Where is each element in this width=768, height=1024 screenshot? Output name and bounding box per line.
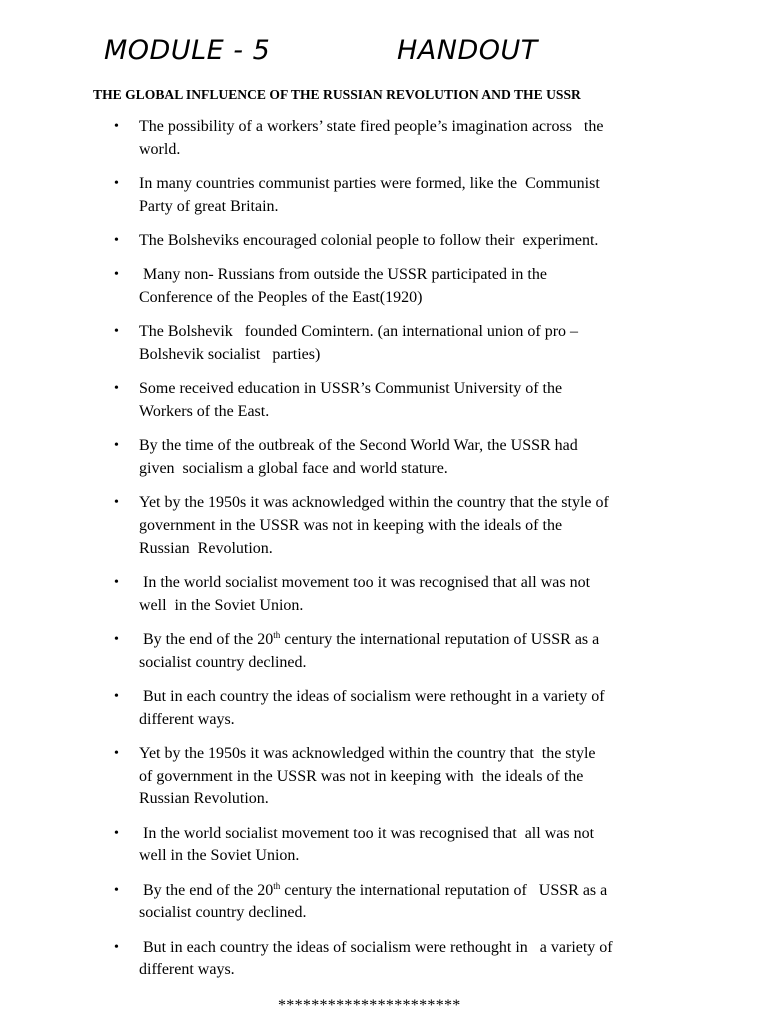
- bullet-line: Workers of the East.: [139, 403, 270, 420]
- bullet-line: socialist country declined.: [139, 904, 307, 922]
- bullet-dot-icon: •: [114, 381, 119, 397]
- bullet-dot-icon: •: [114, 825, 119, 841]
- ordinal-superscript: th: [273, 630, 281, 640]
- footer-asterisks: **********************: [278, 997, 461, 1014]
- bullet-text-post: century the international reputation of USSR as a: [280, 881, 608, 899]
- bullet-line: different ways.: [139, 961, 235, 979]
- bullet-item: [0, 629, 679, 674]
- bullet-line: In the world socialist movement too it was recognised that all was not: [139, 824, 595, 842]
- bullet-item: [0, 686, 679, 731]
- page-header: [104, 33, 664, 73]
- bullet-dot-icon: •: [114, 324, 119, 340]
- bullet-line: Party of great Britain.: [139, 197, 279, 215]
- bullet-line: Russian Revolution.: [139, 790, 269, 808]
- bullet-line: well in the Soviet Union.: [139, 847, 300, 865]
- bullet-text-pre: By the end of the 20: [139, 881, 274, 899]
- bullet-line: [139, 631, 599, 648]
- bullet-dot-icon: •: [114, 632, 119, 647]
- ordinal-superscript: th: [273, 880, 281, 891]
- bullet-dot-icon: •: [114, 233, 119, 248]
- bullet-line: The Bolshevik founded Comintern. (an international union of pro –: [139, 323, 579, 341]
- bullet-dot-icon: •: [114, 939, 119, 955]
- bullet-line: world.: [139, 140, 181, 158]
- bullet-line: well in the Soviet Union.: [139, 596, 304, 614]
- bullet-item: [0, 823, 679, 868]
- bullet-item: [0, 321, 679, 366]
- bullet-item: [0, 230, 679, 253]
- handout-title: HANDOUT: [397, 35, 538, 66]
- bullet-line: given socialism a global face and world stature.: [139, 460, 448, 477]
- document-subtitle: THE GLOBAL INFLUENCE OF THE RUSSIAN REVOLUTION AND THE USSR: [93, 87, 581, 102]
- bullet-line: But in each country the ideas of socialism were rethought in a variety of: [139, 688, 605, 705]
- bullet-dot-icon: •: [114, 176, 119, 191]
- bullet-line: Yet by the 1950s it was acknowledged within the country that the style of: [139, 494, 609, 512]
- bullet-line: In the world socialist movement too it was recognised that all was not: [139, 574, 591, 591]
- bullet-item: [0, 173, 679, 218]
- bullet-line: But in each country the ideas of socialism were rethought in a variety of: [139, 938, 613, 956]
- bullet-text-pre: By the end of the 20: [139, 631, 274, 648]
- bullet-line: By the time of the outbreak of the Second World War, the USSR had: [139, 437, 578, 455]
- bullet-list: [0, 116, 768, 994]
- bullet-line: government in the USSR was not in keeping with the ideals of the: [139, 517, 563, 534]
- bullet-line: The possibility of a workers’ state fired people’s imagination across the: [139, 118, 604, 135]
- bullet-item: [0, 937, 679, 982]
- bullet-line: [139, 882, 607, 899]
- bullet-item: [0, 880, 679, 925]
- bullet-dot-icon: •: [114, 746, 119, 761]
- bullet-line: Many non- Russians from outside the USSR participated in the: [139, 266, 547, 284]
- bullet-line: different ways.: [139, 710, 235, 728]
- bullet-dot-icon: •: [114, 495, 119, 511]
- bullet-dot-icon: •: [114, 438, 119, 454]
- bullet-item: [0, 572, 679, 617]
- bullet-item: [0, 435, 679, 480]
- bullet-item: [0, 116, 679, 161]
- module-title: MODULE - 5: [104, 35, 271, 66]
- bullet-dot-icon: •: [114, 882, 119, 898]
- bullet-line: In many countries communist parties were formed, like the Communist: [139, 175, 600, 192]
- bullet-item: [0, 378, 679, 423]
- bullet-item: [0, 264, 679, 309]
- bullet-dot-icon: •: [114, 119, 119, 134]
- bullet-line: Conference of the Peoples of the East(1920): [139, 289, 423, 306]
- bullet-line: The Bolsheviks encouraged colonial people to follow their experiment.: [139, 232, 599, 249]
- bullet-item: [0, 743, 679, 811]
- bullet-dot-icon: •: [114, 267, 119, 283]
- bullet-line: socialist country declined.: [139, 653, 307, 671]
- bullet-dot-icon: •: [114, 689, 119, 704]
- bullet-line: Some received education in USSR’s Communist University of the: [139, 380, 563, 398]
- bullet-dot-icon: •: [114, 575, 119, 590]
- bullet-text-post: century the international reputation of USSR as a: [280, 631, 600, 648]
- bullet-item: [0, 492, 679, 560]
- bullet-line: of government in the USSR was not in keeping with the ideals of the: [139, 767, 584, 785]
- bullet-line: Russian Revolution.: [139, 539, 273, 557]
- bullet-line: Bolshevik socialist parties): [139, 346, 321, 363]
- bullet-line: Yet by the 1950s it was acknowledged within the country that the style: [139, 745, 596, 762]
